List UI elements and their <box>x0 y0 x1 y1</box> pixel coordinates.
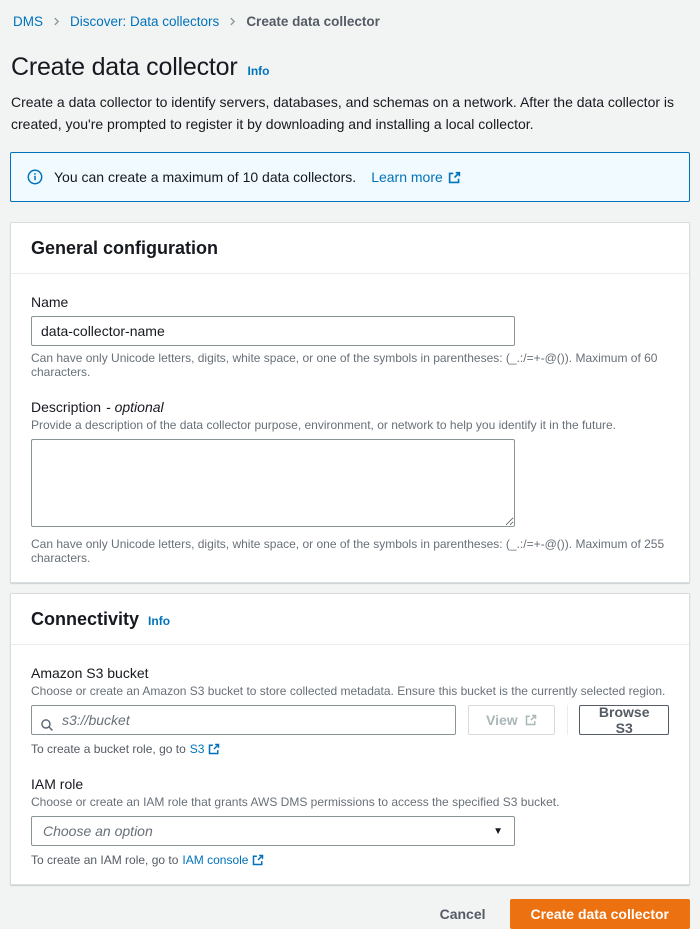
iam-console-link-label: IAM console <box>182 853 249 868</box>
info-alert <box>10 152 690 202</box>
iam-footnote-text: To create an IAM role, go to <box>31 853 179 868</box>
s3-footnote-text: To create a bucket role, go to <box>31 742 186 757</box>
connectivity-info-link[interactable]: Info <box>148 614 171 629</box>
s3-bucket-field-group <box>31 665 669 756</box>
search-icon <box>40 718 54 732</box>
name-field-group <box>31 294 669 379</box>
name-input[interactable] <box>31 316 515 346</box>
s3-console-link-label: S3 <box>189 742 205 757</box>
s3-bucket-input[interactable] <box>31 705 456 735</box>
connectivity-header <box>11 594 689 645</box>
iam-console-link[interactable] <box>182 853 264 867</box>
cancel-button[interactable]: Cancel <box>426 899 500 929</box>
description-optional-text: - optional <box>106 399 164 416</box>
iam-role-label: IAM role <box>31 776 84 793</box>
connectivity-body <box>11 645 689 884</box>
s3-bucket-label: Amazon S3 bucket <box>31 665 149 682</box>
description-textarea[interactable] <box>31 439 515 527</box>
title-info-link[interactable]: Info <box>247 64 270 78</box>
general-configuration-card <box>10 222 690 583</box>
iam-role-field-group <box>31 776 669 867</box>
description-constraint: Can have only Unicode letters, digits, white space, or one of the symbols in parentheses: (_.:/=+-@()). Maximum of 255 characters. <box>31 537 665 566</box>
browse-s3-label: Browse S3 <box>598 704 650 737</box>
name-label: Name <box>31 294 69 311</box>
form-actions <box>10 899 690 929</box>
s3-console-link[interactable] <box>190 742 221 756</box>
external-link-icon <box>525 714 537 726</box>
breadcrumb-link-dms[interactable]: DMS <box>13 14 43 29</box>
view-button-label: View <box>486 712 518 729</box>
alert-text: You can create a maximum of 10 data collectors. <box>54 169 357 186</box>
description-help: Provide a description of the data collector purpose, environment, or network to help you identify it in the future. <box>31 418 616 433</box>
button-divider <box>567 705 568 735</box>
page-title: Create data collector <box>11 53 238 81</box>
connectivity-title: Connectivity <box>31 609 140 630</box>
description-field-group <box>31 399 669 565</box>
s3-bucket-help: Choose or create an Amazon S3 bucket to store collected metadata. Ensure this bucket is the currently selected region. <box>31 684 666 699</box>
external-link-icon <box>252 854 264 866</box>
general-configuration-title: General configuration <box>31 238 219 259</box>
description-label <box>31 399 669 415</box>
iam-role-help: Choose or create an IAM role that grants AWS DMS permissions to access the specified S3 bucket. <box>31 795 560 810</box>
learn-more-link[interactable] <box>371 169 461 185</box>
chevron-right-icon <box>228 17 237 26</box>
s3-bucket-search-wrap <box>31 705 456 735</box>
chevron-right-icon <box>52 17 61 26</box>
info-circle-icon <box>27 169 43 185</box>
s3-footnote <box>31 742 669 756</box>
general-configuration-header <box>11 223 689 274</box>
breadcrumb-link-data-collectors[interactable]: Discover: Data collectors <box>70 14 220 29</box>
browse-s3-button[interactable] <box>579 705 669 735</box>
iam-role-select[interactable] <box>31 816 515 846</box>
s3-bucket-controls <box>31 705 669 735</box>
description-label-text: Description <box>31 399 102 416</box>
page-title-row <box>11 53 690 82</box>
learn-more-label: Learn more <box>371 169 443 186</box>
create-data-collector-button[interactable]: Create data collector <box>510 899 691 929</box>
external-link-icon <box>448 171 461 184</box>
iam-role-selected-value: Choose an option <box>43 823 153 840</box>
breadcrumb <box>13 14 690 29</box>
connectivity-card <box>10 593 690 885</box>
page-description: Create a data collector to identify servers, databases, and schemas on a network. After the data collector is created, you're prompted to register it by downloading and installing a local collector. <box>11 94 675 132</box>
breadcrumb-current: Create data collector <box>246 14 380 29</box>
iam-footnote <box>31 853 669 867</box>
chevron-down-icon: ▼ <box>493 825 503 837</box>
general-configuration-body <box>11 274 689 582</box>
name-constraint: Can have only Unicode letters, digits, white space, or one of the symbols in parentheses: (_.:/=+-@()). Maximum of 60 characters. <box>31 351 658 380</box>
view-button[interactable] <box>468 705 555 735</box>
external-link-icon <box>208 743 220 755</box>
